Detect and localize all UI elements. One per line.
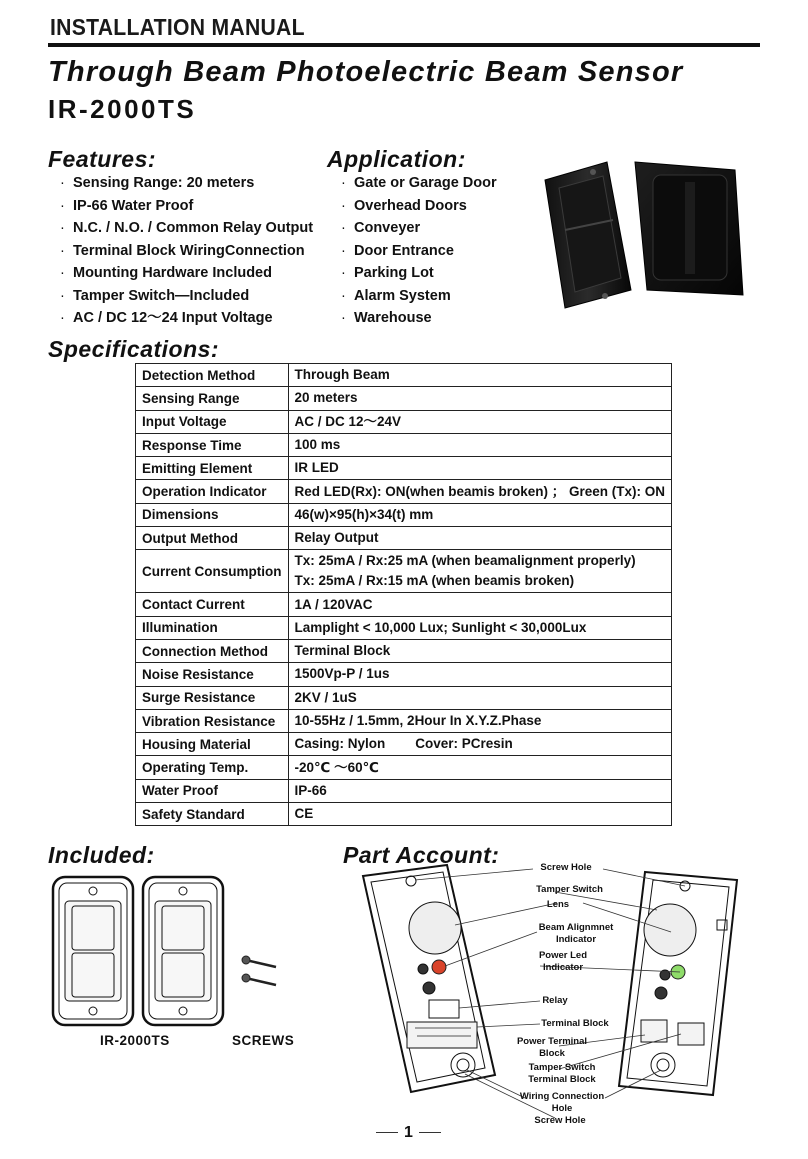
list-item: · Mounting Hardware Included: [60, 265, 272, 281]
table-row: Operating Temp. -20℃ ～60℃: [136, 756, 672, 779]
table-row: Housing Material Casing: Nylon Cover: PCresin: [136, 733, 672, 756]
table-row: Noise Resistance 1500Vp-P / 1us: [136, 663, 672, 686]
application-list: [341, 172, 497, 330]
table-row: Illumination Lamplight < 10,000 Lux; Sunlight < 30,000Lux: [136, 616, 672, 639]
table-row: Operation Indicator Red LED(Rx): ON(when beamis broken) ； Green (Tx): ON: [136, 480, 672, 503]
specifications-heading: Specifications:: [48, 336, 220, 362]
part-account-heading: Part Account:: [343, 842, 500, 868]
caption-ir-2000ts: IR-2000TS: [100, 1033, 170, 1048]
table-row: Output Method Relay Output: [136, 527, 672, 550]
label-power-led: Power Led Indicator: [538, 950, 588, 973]
list-item: · IP-66 Water Proof: [60, 197, 194, 214]
list-item: · Gate or Garage Door: [341, 175, 497, 191]
model-number: IR-2000TS: [48, 94, 197, 124]
label-screw-hole-top: Screw Hole: [540, 862, 592, 873]
list-item: · Overhead Doors: [341, 197, 467, 214]
header-rule: [48, 43, 760, 47]
application-heading: Application:: [327, 146, 466, 172]
list-item: · Door Entrance: [341, 242, 454, 259]
table-row: Surge Resistance 2KV / 1uS: [136, 686, 672, 709]
table-row: Connection Method Terminal Block: [136, 639, 672, 662]
label-power-terminal-block: Power Terminal Block: [516, 1036, 588, 1059]
document-title: Through Beam Photoelectric Beam Sensor: [48, 56, 684, 88]
features-list: [60, 172, 313, 330]
manual-type-label: INSTALLATION MANUAL: [50, 14, 305, 40]
label-terminal-block: Terminal Block: [541, 1018, 609, 1029]
list-item: · Terminal Block WiringConnection: [60, 242, 305, 259]
list-item: · Alarm System: [341, 287, 451, 304]
receiver-housing: [363, 865, 495, 1092]
list-item: · Tamper Switch—Included: [60, 287, 250, 304]
specifications-table: [135, 363, 672, 826]
label-beam-alignment: Beam Alignmnet Indicator: [538, 922, 614, 945]
table-row: Emitting Element IR LED: [136, 457, 672, 480]
list-item: · Warehouse: [341, 310, 432, 326]
included-items-illustration: [50, 875, 300, 1030]
caption-screws: SCREWS: [232, 1033, 295, 1048]
table-row: Safety Standard CE: [136, 803, 672, 826]
list-item: · N.C. / N.O. / Common Relay Output: [60, 220, 314, 236]
table-row: Dimensions 46(w)×95(h)×34(t) mm: [136, 503, 672, 526]
list-item: · Conveyer: [341, 220, 421, 236]
table-row: Current Consumption Tx: 25mA / Rx:25 mA (when beamalignment properly) Tx: 25mA / Rx:15 mA (when beamis broken): [136, 550, 672, 593]
label-relay: Relay: [542, 995, 568, 1006]
table-row: Detection Method Through Beam: [136, 364, 672, 387]
included-heading: Included:: [48, 842, 155, 868]
page-number: 1: [370, 1124, 447, 1142]
table-row: Contact Current 1A / 120VAC: [136, 593, 672, 616]
transmitter-housing: [619, 872, 737, 1095]
table-row: Water Proof IP-66: [136, 779, 672, 802]
screws-illustration: [242, 956, 276, 985]
features-heading: Features:: [48, 146, 157, 172]
list-item: · AC / DC 12～24 Input Voltage: [60, 310, 273, 326]
table-row: Vibration Resistance 10-55Hz / 1.5mm, 2Hour In X.Y.Z.Phase: [136, 709, 672, 732]
label-lens: Lens: [546, 899, 570, 910]
label-tamper-switch: Tamper Switch: [536, 884, 603, 895]
table-row: Sensing Range 20 meters: [136, 387, 672, 410]
table-row: Response Time 100 ms: [136, 433, 672, 456]
label-wiring-connection-hole: Wiring Connection Hole: [519, 1091, 605, 1114]
list-item: · Sensing Range: 20 meters: [60, 175, 255, 191]
label-screw-hole-bottom: Screw Hole: [534, 1115, 586, 1126]
product-photo: [535, 150, 775, 310]
sensor-unit-illustration: [53, 877, 133, 1025]
sensor-unit-illustration: [143, 877, 223, 1025]
list-item: · Parking Lot: [341, 265, 434, 281]
table-row: Input Voltage AC / DC 12～24V: [136, 410, 672, 433]
label-tamper-switch-terminal: Tamper Switch Terminal Block: [528, 1062, 596, 1085]
